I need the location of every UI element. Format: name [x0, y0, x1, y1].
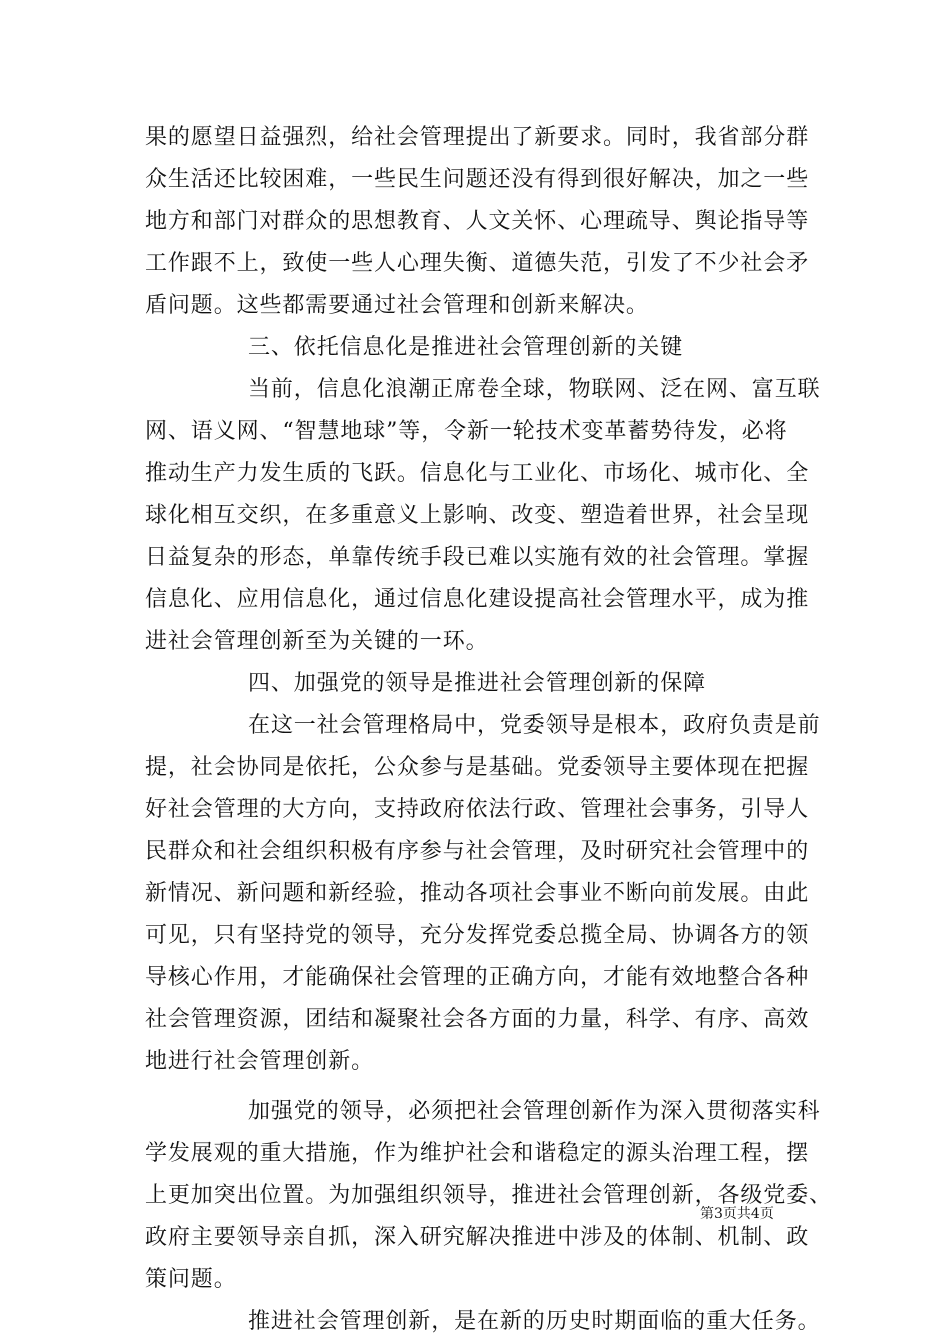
body-line: 导核心作用，才能确保社会管理的正确方向，才能有效地整合各种 — [145, 965, 810, 990]
body-line: 地进行社会管理创新。 — [145, 1049, 375, 1074]
body-line: 工作跟不上，致使一些人心理失衡、道德失范，引发了不少社会矛 — [145, 251, 810, 276]
body-line: 球化相互交织，在多重意义上影响、改变、塑造着世界，社会呈现 — [145, 503, 810, 528]
body-line: 学发展观的重大措施，作为维护社会和谐稳定的源头治理工程，摆 — [145, 1141, 810, 1166]
body-line: 果的愿望日益强烈，给社会管理提出了新要求。同时，我省部分群 — [145, 125, 810, 150]
body-line: 新情况、新问题和新经验，推动各项社会事业不断向前发展。由此 — [145, 881, 810, 906]
body-line: 策问题。 — [145, 1267, 237, 1292]
section-heading-3: 三、依托信息化是推进社会管理创新的关键 — [248, 335, 684, 360]
paragraph-gap — [145, 1083, 817, 1091]
page-number-footer: 第3页共4页 — [700, 1206, 774, 1222]
body-line: 推进社会管理创新，是在新的历史时期面临的重大任务。 — [248, 1309, 821, 1334]
body-line: 好社会管理的大方向，支持政府依法行政、管理社会事务，引导人 — [145, 797, 810, 822]
body-line: 可见，只有坚持党的领导，充分发挥党委总揽全局、协调各方的领 — [145, 923, 810, 948]
body-line: 地方和部门对群众的思想教育、人文关怀、心理疏导、舆论指导等 — [145, 209, 810, 234]
body-line: 民群众和社会组织积极有序参与社会管理，及时研究社会管理中的 — [145, 839, 810, 864]
body-line: 网、语义网、“智慧地球”等，令新一轮技术变革蓄势待发，必将 — [145, 419, 788, 444]
body-line: 加强党的领导，必须把社会管理创新作为深入贯彻落实科 — [248, 1099, 821, 1124]
body-line: 社会管理资源，团结和凝聚社会各方面的力量，科学、有序、高效 — [145, 1007, 810, 1032]
body-line: 众生活还比较困难，一些民生问题还没有得到很好解决，加之一些 — [145, 167, 810, 192]
section-heading-4: 四、加强党的领导是推进社会管理创新的保障 — [248, 671, 707, 696]
body-line: 推动生产力发生质的飞跃。信息化与工业化、市场化、城市化、全 — [145, 461, 810, 486]
body-line: 在这一社会管理格局中，党委领导是根本，政府负责是前 — [248, 713, 821, 738]
body-line: 日益复杂的形态，单靠传统手段已难以实施有效的社会管理。掌握 — [145, 545, 810, 570]
body-line: 当前，信息化浪潮正席卷全球，物联网、泛在网、富互联 — [248, 377, 821, 402]
body-line: 上更加突出位置。为加强组织领导，推进社会管理创新，各级党委、 — [145, 1183, 833, 1208]
body-line: 政府主要领导亲自抓，深入研究解决推进中涉及的体制、机制、政 — [145, 1225, 810, 1250]
body-line: 提，社会协同是依托，公众参与是基础。党委领导主要体现在把握 — [145, 755, 810, 780]
body-line: 盾问题。这些都需要通过社会管理和创新来解决。 — [145, 293, 649, 318]
body-line: 进社会管理创新至为关键的一环。 — [145, 629, 489, 654]
body-line: 信息化、应用信息化，通过信息化建设提高社会管理水平，成为推 — [145, 587, 810, 612]
document-body — [145, 117, 833, 1343]
